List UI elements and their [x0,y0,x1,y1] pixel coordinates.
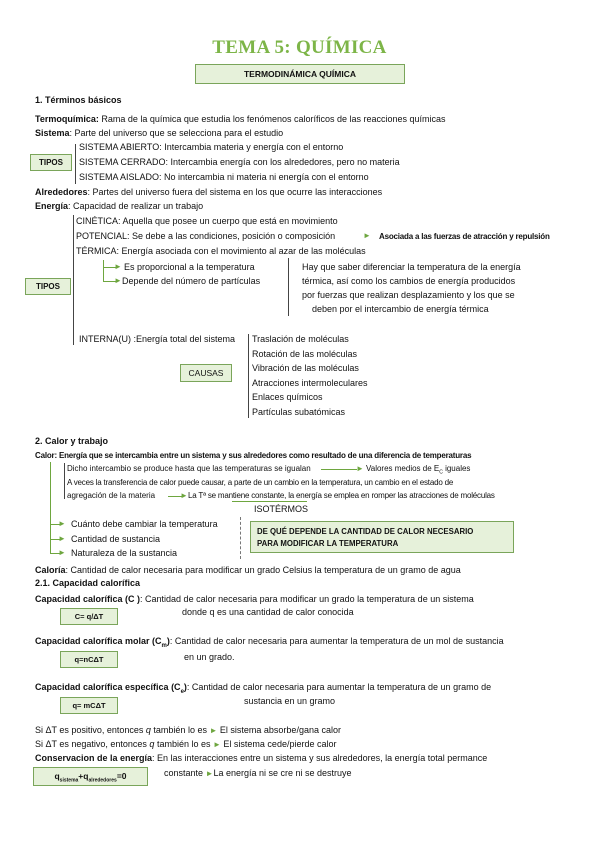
caloria-definition: Caloría: Cantidad de calor necesaria para modificar un grado Celsius la temperatura de un gramo de agua [35,565,461,575]
depende-divider [240,517,241,559]
delta-t-negativo: Si ΔT es negativo, entonces q también lo es ► El sistema cede/pierde calor [35,739,337,749]
delta-t-positivo: Si ΔT es positivo, entonces q también lo es ► El sistema absorbe/gana calor [35,725,341,735]
causa-item: Atracciones intermoleculares [252,378,368,388]
causa-item: Rotación de las moléculas [252,349,358,359]
causa-item: Vibración de las moléculas [252,363,359,373]
arrow-right-icon: ► [363,231,371,240]
energia-termica: TÉRMICA: Energía asociada con el movimiento al azar de las moléculas [76,246,366,256]
arrow-right-icon: ► [114,276,122,285]
sistema-aislado: SISTEMA AISLADO: No intercambia ni materia ni energía con el entorno [79,172,369,182]
arrow-right-icon: ► [205,769,214,778]
heading-terminos: 1. Términos básicos [35,95,122,105]
aveces-line-3: La Tª se mantiene constante, la energía se emplea en romper las atracciones de moléculas [188,491,495,500]
depende-box [250,521,514,553]
arrow-right-icon: ► [356,464,364,473]
sistema-cerrado: SISTEMA CERRADO: Intercambia energía con los alrededores, pero no materia [79,157,400,167]
capacidad-calorifica-cont: donde q es una cantidad de calor conocida [182,607,354,617]
capacidad-calorifica: Capacidad calorífica (C ): Cantidad de calor necesaria para modificar un grado la temperatura de un sistema [35,594,474,604]
conservacion-energia-cont: constante ►La energía ni se cre ni se destruye [164,768,352,778]
heading-calor-trabajo: 2. Calor y trabajo [35,436,109,446]
formula-capacidad: C= q/ΔT [60,608,118,625]
energia-bracket [73,215,74,345]
termica-note-bracket [288,258,289,316]
termica-particulas: Depende del número de partículas [122,276,261,286]
capacidad-especifica: Capacidad calorífica específica $(C_e)$: Cantidad de calor necesaria para aumentar la temperatura de un gramo de [35,682,492,695]
aveces-line-2: agregación de la materia [67,491,156,500]
termica-connector [103,260,104,282]
causas-bracket [248,334,249,418]
potencial-note: Asociada a las fuerzas de atracción y repulsión [379,232,550,241]
formula-especifica: q= mCΔT [60,697,118,714]
depende-box-line-1: DE QUÉ DEPENDE LA CANTIDAD DE CALOR NECESARIO [257,527,474,536]
arrow-right-icon: ► [180,491,188,500]
capacidad-especifica-cont: sustancia en un gramo [244,696,336,706]
arrow-right-icon: ► [58,519,66,528]
energia-cinetica: CINÉTICA: Aquella que posee un cuerpo que está en movimiento [76,216,338,226]
conservacion-energia: Conservacion de la energía: En las interacciones entre un sistema y sus alrededores, la energía total permance [35,753,488,763]
sistema-abierto: SISTEMA ABIERTO: Intercambia materia y energía con el entorno [79,142,344,152]
tipos-sistema-box: TIPOS [30,154,72,171]
arrow-right-icon: ► [212,740,221,749]
tipos-energia-box: TIPOS [25,278,71,295]
isotermos-label: ISOTÉRMOS [254,504,309,514]
causa-item: Traslación de moléculas [252,334,349,344]
depende-item: Naturaleza de la sustancia [71,548,178,558]
termica-proporcional: Es proporcional a la temperatura [124,262,255,272]
page-title: TEMA 5: QUÍMICA [212,37,387,58]
termica-note-line-2: térmica, así como los cambios de energía producidos [302,276,516,286]
capacidad-molar: Capacidad calorífica molar $(C_m)$: Cantidad de calor necesaria para aumentar la temperatura de un mol de sustancia [35,636,504,649]
energia-definition: Energía: Capacidad de realizar un trabajo [35,201,204,211]
capacidad-molar-cont: en un grado. [184,652,235,662]
valores-medios: Valores medios de $E_C$ iguales [366,464,471,476]
causas-box: CAUSAS [180,364,232,382]
aveces-line-1: A veces la transferencia de calor puede causar, a parte de un cambio en la temperatura, un cambio en el estado de [67,478,454,487]
termica-note-line-1: Hay que saber diferenciar la temperatura de la energía [302,262,521,272]
depende-box-line-2: PARA MODIFICAR LA TEMPERATURA [257,539,399,548]
isotermos-underline [232,501,307,502]
section-subtitle: TERMODINÁMICA QUÍMICA [195,64,405,84]
arrow-right-icon: ► [58,534,66,543]
calor-definition: Calor: Energía que se intercambia entre un sistema y sus alrededores como resultado de una diferencia de temperaturas [35,451,472,460]
formula-molar: q=nCΔT [60,651,118,668]
sistema-definition: Sistema: Parte del universo que se selecciona para el estudio [35,128,284,138]
termoquimica-definition: Termoquímica: Rama de la química que estudia los fenómenos caloríficos de las reacciones químicas [35,114,446,124]
intercambio-text: Dicho intercambio se produce hasta que las temperaturas se igualan [67,464,311,473]
alrededores-definition: Alrededores: Partes del universo fuera del sistema en los que ocurre las interacciones [35,187,383,197]
causa-item: Enlaces químicos [252,392,323,402]
intercambio-connector [321,469,357,470]
causa-item: Partículas subatómicas [252,407,346,417]
formula-conservacion: $q_{sistema}+q_{alrededores}=0$ [33,767,148,786]
arrow-right-icon: ► [209,726,218,735]
depende-item: Cantidad de sustancia [71,534,161,544]
depende-item: Cuánto debe cambiar la temperatura [71,519,218,529]
termica-note-line-3: por fuerzas que realizan desplazamiento y los que se [302,290,515,300]
heading-capacidad: 2.1. Capacidad calorífica [35,578,141,588]
depende-connector [50,462,51,554]
arrow-right-icon: ► [114,262,122,271]
tipos-bracket [75,144,76,184]
energia-potencial: POTENCIAL: Se debe a las condiciones, posición o composición [76,231,336,241]
termica-note-line-4: deben por el intercambio de energía térmica [312,304,489,314]
arrow-right-icon: ► [58,548,66,557]
energia-interna: INTERNA(U) :Energía total del sistema [79,334,236,344]
calor-bracket [64,463,65,499]
